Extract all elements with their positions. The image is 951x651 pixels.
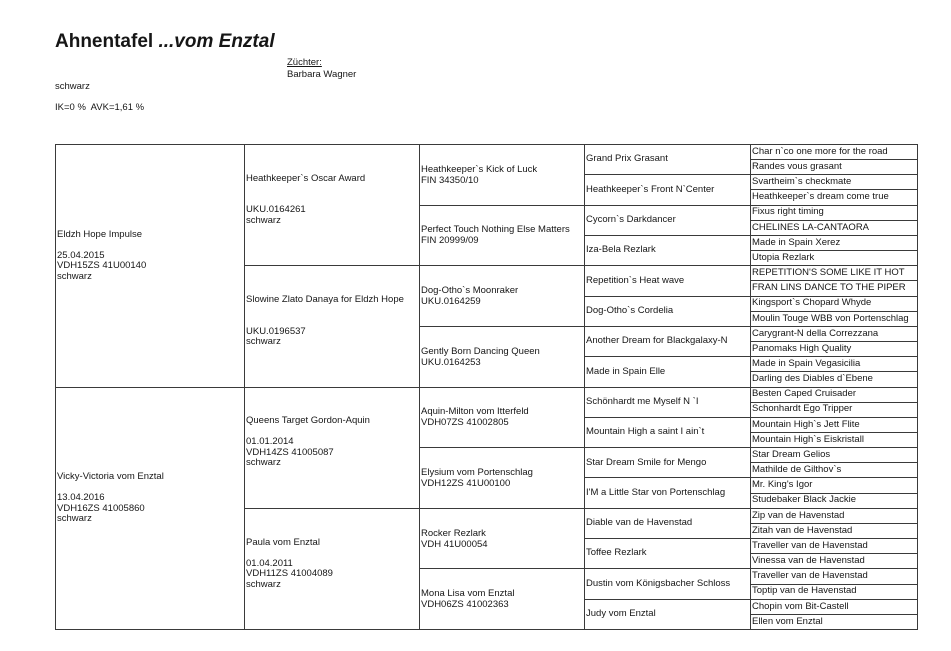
registration-number: UKU.0164261: [246, 205, 306, 216]
great-grandparent-cell: [420, 569, 585, 630]
registration-number: VDH16ZS 41005860: [57, 503, 145, 514]
registration-number: FIN 20999/09: [421, 235, 479, 247]
dog-name: Panomaks High Quality: [752, 343, 852, 354]
gen4-ancestor-cell: [585, 600, 751, 630]
dog-name: Randes vous grasant: [752, 161, 842, 172]
gen5-ancestor-cell: [751, 281, 918, 296]
gen5-ancestor-cell: [751, 478, 918, 493]
dog-name: Studebaker Black Jackie: [752, 495, 857, 506]
dog-name: Made in Spain Elle: [586, 366, 666, 377]
dog-name: Kingsport`s Chopard Whyde: [752, 298, 872, 309]
dog-name: Made in Spain Vegasicilia: [752, 359, 861, 370]
gen5-ancestor-cell: [751, 403, 918, 418]
parent-cell: [56, 388, 245, 631]
coat-color: schwarz: [57, 514, 92, 524]
gen4-ancestor-cell: [585, 145, 751, 175]
gen4-ancestor-cell: [585, 297, 751, 327]
dog-name: Ellen vom Enztal: [752, 616, 823, 627]
dog-name: Moulin Touge WBB von Portenschlag: [752, 313, 909, 324]
dog-name: CHELINES LA-CANTAORA: [752, 222, 870, 233]
gen5-ancestor-cell: [751, 160, 918, 175]
gen5-ancestor-cell: [751, 190, 918, 205]
great-grandparent-cell: [420, 509, 585, 570]
gen5-ancestor-cell: [751, 600, 918, 615]
dog-name: Mountain High a saint I ain`t: [586, 427, 705, 438]
great-grandparent-cell: [420, 388, 585, 449]
gen5-ancestor-cell: [751, 539, 918, 554]
dog-name: Slowine Zlato Danaya for Eldzh Hope: [246, 295, 404, 306]
gen4-ancestor-cell: [585, 418, 751, 448]
gen5-ancestor-cell: [751, 236, 918, 251]
dog-name: Traveller van de Havenstad: [752, 540, 868, 551]
coat-color: schwarz: [246, 337, 281, 348]
gen5-ancestor-cell: [751, 388, 918, 403]
gen5-ancestor-cell: [751, 524, 918, 539]
dog-name: Toffee Rezlark: [586, 548, 647, 559]
dog-name: Utopia Rezlark: [752, 252, 815, 263]
gen5-ancestor-cell: [751, 372, 918, 387]
dog-name: Dustin vom Königsbacher Schloss: [586, 578, 731, 589]
gen5-ancestor-cell: [751, 569, 918, 584]
coat-color: schwarz: [246, 579, 281, 590]
gen5-ancestor-cell: [751, 206, 918, 221]
dog-name: Traveller van de Havenstad: [752, 571, 868, 582]
grandparent-cell: [245, 388, 420, 509]
gen5-ancestor-cell: [751, 221, 918, 236]
inbreeding-coefficients: IK=0 % AVK=1,61 %: [55, 102, 145, 113]
document-type: Ahnentafel: [55, 31, 154, 52]
dog-name: Heathkeeper`s dream come true: [752, 192, 889, 203]
gen5-ancestor-cell: [751, 266, 918, 281]
dog-name: Carygrant-N della Correzzana: [752, 328, 879, 339]
dog-name: Dog-Otho`s Moonraker: [421, 285, 519, 297]
litter-coat-color: schwarz: [55, 81, 90, 92]
dog-name: Mona Lisa vom Enztal: [421, 588, 515, 600]
dog-name: Eldzh Hope Impulse: [57, 229, 143, 240]
gen4-ancestor-cell: [585, 357, 751, 387]
gen4-ancestor-cell: [585, 478, 751, 508]
dog-name: Heathkeeper`s Front N`Center: [586, 184, 715, 195]
gen4-ancestor-cell: [585, 236, 751, 266]
birth-date: 25.04.2015: [57, 250, 105, 261]
gen4-ancestor-cell: [585, 327, 751, 357]
great-grandparent-cell: [420, 448, 585, 509]
dog-name: Star Dream Smile for Mengo: [586, 457, 707, 468]
dog-name: FRAN LINS DANCE TO THE PIPER: [752, 283, 906, 294]
gen4-ancestor-cell: [585, 509, 751, 539]
dog-name: Judy vom Enztal: [586, 609, 656, 620]
gen5-ancestor-cell: [751, 433, 918, 448]
registration-number: VDH11ZS 41004089: [246, 569, 333, 580]
dog-name: Vicky-Victoria vom Enztal: [57, 472, 164, 482]
dog-name: Schonhardt Ego Tripper: [752, 404, 853, 415]
gen4-ancestor-cell: [585, 539, 751, 569]
dog-name: Star Dream Gelios: [752, 449, 831, 460]
registration-number: UKU.0196537: [246, 326, 306, 337]
dog-name: Paula vom Enztal: [246, 537, 320, 548]
dog-name: Rocker Rezlark: [421, 527, 486, 539]
dog-name: Elysium vom Portenschlag: [421, 466, 533, 478]
dog-name: Repetition`s Heat wave: [586, 275, 685, 286]
dog-name: Made in Spain Xerez: [752, 237, 841, 248]
dog-name: Vinessa van de Havenstad: [752, 556, 865, 567]
registration-number: VDH 41U00054: [421, 538, 488, 550]
dog-name: Toptip van de Havenstad: [752, 586, 857, 597]
pedigree-table: [55, 144, 918, 630]
registration-number: UKU.0164253: [421, 356, 481, 368]
coat-color: schwarz: [246, 458, 281, 469]
birth-date: 01.01.2014: [246, 437, 294, 448]
dog-name: Heathkeeper`s Oscar Award: [246, 173, 366, 184]
dog-name: Heathkeeper`s Kick of Luck: [421, 163, 538, 175]
registration-number: VDH14ZS 41005087: [246, 447, 334, 458]
coat-color: schwarz: [246, 215, 281, 226]
registration-number: FIN 34350/10: [421, 174, 479, 186]
gen5-ancestor-cell: [751, 327, 918, 342]
gen5-ancestor-cell: [751, 463, 918, 478]
gen5-ancestor-cell: [751, 585, 918, 600]
grandparent-cell: [245, 266, 420, 387]
gen5-ancestor-cell: [751, 342, 918, 357]
dog-name: Svartheim`s checkmate: [752, 177, 852, 188]
kennel-name: ...vom Enztal: [158, 31, 275, 52]
registration-number: UKU.0164259: [421, 296, 481, 308]
gen5-ancestor-cell: [751, 312, 918, 327]
birth-date: 13.04.2016: [57, 493, 105, 503]
gen5-ancestor-cell: [751, 418, 918, 433]
dog-name: Zip van de Havenstad: [752, 510, 845, 521]
gen5-ancestor-cell: [751, 251, 918, 266]
dog-name: Fixus right timing: [752, 207, 824, 218]
registration-number: VDH12ZS 41U00100: [421, 477, 511, 489]
parent-cell: [56, 145, 245, 388]
registration-number: VDH07ZS 41002805: [421, 417, 509, 429]
gen4-ancestor-cell: [585, 388, 751, 418]
gen5-ancestor-cell: [751, 297, 918, 312]
gen4-ancestor-cell: [585, 569, 751, 599]
dog-name: Mountain High`s Eiskristall: [752, 434, 864, 445]
dog-name: Mountain High`s Jett Flite: [752, 419, 860, 430]
page-title: [55, 32, 275, 51]
dog-name: Another Dream for Blackgalaxy-N: [586, 336, 728, 347]
dog-name: I'M a Little Star von Portenschlag: [586, 487, 726, 498]
dog-name: Gently Born Dancing Queen: [421, 345, 540, 357]
dog-name: Darling des Diables d`Ebene: [752, 374, 873, 385]
gen4-ancestor-cell: [585, 448, 751, 478]
birth-date: 01.04.2011: [246, 558, 293, 569]
gen4-ancestor-cell: [585, 175, 751, 205]
dog-name: Chopin vom Bit-Castell: [752, 601, 849, 612]
grandparent-cell: [245, 509, 420, 630]
breeder-label: Züchter:: [287, 57, 322, 68]
gen5-ancestor-cell: [751, 554, 918, 569]
coat-color: schwarz: [57, 271, 92, 282]
dog-name: Besten Caped Cruisader: [752, 389, 857, 400]
great-grandparent-cell: [420, 266, 585, 327]
dog-name: Schönhardt me Myself N `I: [586, 396, 699, 407]
dog-name: Grand Prix Grasant: [586, 154, 668, 165]
breeder-name: Barbara Wagner: [287, 69, 357, 80]
dog-name: Iza-Bela Rezlark: [586, 245, 656, 256]
gen5-ancestor-cell: [751, 494, 918, 509]
gen5-ancestor-cell: [751, 175, 918, 190]
gen4-ancestor-cell: [585, 266, 751, 296]
dog-name: Perfect Touch Nothing Else Matters: [421, 224, 570, 236]
gen5-ancestor-cell: [751, 509, 918, 524]
gen5-ancestor-cell: [751, 145, 918, 160]
dog-name: Diable van de Havenstad: [586, 518, 693, 529]
dog-name: Cycorn`s Darkdancer: [586, 215, 676, 226]
gen4-ancestor-cell: [585, 206, 751, 236]
gen5-ancestor-cell: [751, 615, 918, 630]
dog-name: Char n`co one more for the road: [752, 146, 888, 157]
dog-name: Mr. King's Igor: [752, 480, 813, 491]
great-grandparent-cell: [420, 206, 585, 267]
great-grandparent-cell: [420, 145, 585, 206]
dog-name: Zitah van de Havenstad: [752, 525, 853, 536]
dog-name: Mathilde de Gilthov`s: [752, 465, 842, 476]
dog-name: Dog-Otho`s Cordelia: [586, 305, 674, 316]
dog-name: REPETITION'S SOME LIKE IT HOT: [752, 268, 905, 279]
grandparent-cell: [245, 145, 420, 266]
dog-name: Queens Target Gordon-Aquin: [246, 416, 370, 427]
gen5-ancestor-cell: [751, 448, 918, 463]
gen5-ancestor-cell: [751, 357, 918, 372]
dog-name: Aquin-Milton vom Itterfeld: [421, 406, 529, 418]
great-grandparent-cell: [420, 327, 585, 388]
registration-number: VDH06ZS 41002363: [421, 599, 509, 611]
registration-number: VDH15ZS 41U00140: [57, 261, 147, 271]
